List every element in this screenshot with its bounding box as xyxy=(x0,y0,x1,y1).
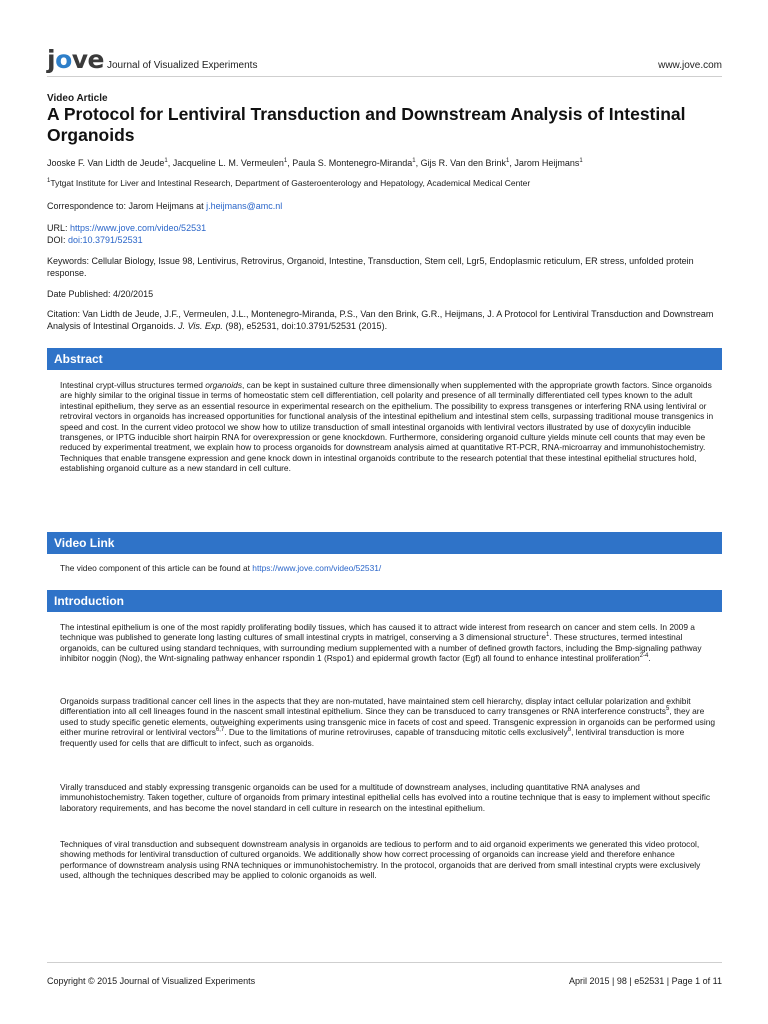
video-link-heading-text: Video Link xyxy=(54,536,115,550)
affiliation-number: 1 xyxy=(47,178,51,185)
intro-1-text-a: The intestinal epithelium is one of the most rapidly proliferating bodily tissues, which has caused it to attract wide interest from research on cancer and stem cells. In 2009 a technique was published to generate long lasting cultures of small intestinal crypts in matrigel, conserving a 3 dimensional structure xyxy=(60,622,695,643)
citation-details: (98), e52531, doi:10.3791/52531 (2015). xyxy=(222,320,388,331)
video-url-link[interactable]: https://www.jove.com/video/52531/ xyxy=(252,563,382,573)
article-url-link[interactable]: https://www.jove.com/video/52531 xyxy=(70,223,207,233)
date-published: Date Published: 4/20/2015 xyxy=(47,289,154,299)
video-link-text xyxy=(60,563,722,573)
intro-paragraph-1 xyxy=(60,622,722,664)
website-link[interactable]: www.jove.com xyxy=(658,60,722,71)
reference-mark: 5 xyxy=(665,706,670,713)
keywords: Keywords: Cellular Biology, Issue 98, Lentivirus, Retrovirus, Organoid, Intestine, Transduction, Stem cell, Lgr5, Endoplasmic reticulum, ER stress, unfolded protein response. xyxy=(47,256,694,278)
correspondence xyxy=(47,201,282,211)
abstract-text xyxy=(60,380,722,474)
introduction-heading xyxy=(47,590,722,612)
correspondence-label: Correspondence to: Jarom Heijmans at xyxy=(47,201,207,211)
correspondence-email-link[interactable]: j.heijmans@amc.nl xyxy=(206,201,283,211)
logo-ve: ve xyxy=(71,45,105,74)
page-info: April 2015 | 98 | e52531 | Page 1 of 11 xyxy=(569,976,722,986)
reference-mark: 2-4 xyxy=(639,653,649,660)
author-name: Jacqueline L. M. Vermeulen xyxy=(172,158,284,168)
abstract-text-start: Intestinal crypt-villus structures termed xyxy=(60,380,206,390)
page-header xyxy=(47,45,722,77)
abstract-heading xyxy=(47,348,722,370)
intro-1-text-b: . These structures, termed intestinal organoids, can be cultured using standard techniques, with surrounding medium supplemented with a number of defined growth factors, including the Bmp-signaling pathway inhibitor noggin (Nog), the Wnt-signaling pathway enhancer rspondin 1 (Rspo1) and epidermal growth factor (Egf) all found to enhance intestinal proliferation xyxy=(60,632,702,664)
author-affiliation-mark: 1 xyxy=(579,158,583,164)
abstract-text-rest: , can be kept in sustained culture three dimensionally when supplemented with the appropriate growth factors. Since organoids are highly similar to the original tissue in terms of homeostatic stem cell differentiation, cell polarity and presence of all terminally differentiated cell types known to the adult intestinal epithelium, they serve as an essential resource in experimental research on the epithelium. The possibility to express transgenes or interfering RNA using lentiviral or retroviral vectors in organoids has increased opportunities for functional analysis of the intestinal epithelium and intestinal stem cells, surpassing traditional mouse transgenics in speed and cost. In the current video protocol we show how to utilize transduction of small intestinal organoids with lentiviral vectors illustrated by use of doxycylin inducible transgenes, or IPTG inducible short hairpin RNA for overexpression or gene knockdown. Furthermore, considering organoid culture yields minute cell counts that may even be reduced by experimental treatment, we explain how to process organoids for downstream analysis aimed at quantitative RT-PCR, RNA-microarray and immunohistochemistry. Techniques that enable transgene expression and gene knock down in intestinal organoids contribute to the research potential that these intestinal epithelial structures hold, establishing organoid culture as a new standard in cell culture. xyxy=(60,380,714,474)
author-name: Paula S. Montenegro-Miranda xyxy=(292,158,413,168)
abstract-emphasis: organoids xyxy=(205,380,243,390)
author-name: Jooske F. Van Lidth de Jeude xyxy=(47,158,165,168)
abstract-heading-text: Abstract xyxy=(54,352,103,366)
citation-text: Citation: Van Lidth de Jeude, J.F., Vermeulen, J.L., Montenegro-Miranda, P.S., Van den Brink, G.R., Heijmans, J. A Protocol for Lentiviral Transduction and Downstream Analysis of Intestinal Organoids. xyxy=(47,309,714,331)
page-footer xyxy=(47,962,722,986)
logo-o: o xyxy=(55,45,72,74)
intro-paragraph-2 xyxy=(60,696,722,748)
journal-name: Journal of Visualized Experiments xyxy=(107,60,258,71)
doi-link[interactable]: doi:10.3791/52531 xyxy=(68,235,143,245)
intro-2-text-a: Organoids surpass traditional cancer cell lines in the aspects that they are non-mutated, have maintained stem cell hierarchy, display intact cellular polarization and exhibit differentiation into all cell lineages found in the nascent small intestinal epithelium. Since they can be transduced to carry transgenes or RNA interference constructs xyxy=(60,696,691,717)
intro-paragraph-3: Virally transduced and stably expressing transgenic organoids can be used for a multitude of downstream analyses, including quantitative RNA analyses and immunohistochemistry. Taken together, culture of organoids from primary intestinal epithelial cells has evolved into a routine technique that is easy to implement without specific laboratory requirements, and has become the novel standard in cell culture in research on the intestinal epithelium. xyxy=(60,782,711,813)
article-doi xyxy=(47,235,143,245)
article-type: Video Article xyxy=(47,93,108,104)
intro-1-text-c: . xyxy=(648,653,651,664)
intro-2-text-d: , lentiviral transduction is more frequently used for cells that are difficult to infect, such as organoids. xyxy=(60,727,685,748)
url-label: URL: xyxy=(47,223,71,233)
author-affiliation-mark: 1 xyxy=(164,158,168,164)
video-link-heading xyxy=(47,532,722,554)
doi-label: DOI: xyxy=(47,235,69,245)
video-link-label: The video component of this article can be found at xyxy=(60,563,253,573)
logo-j: j xyxy=(47,45,56,74)
reference-mark: 1 xyxy=(546,632,550,639)
introduction-heading-text: Introduction xyxy=(54,594,124,608)
author-affiliation-mark: 1 xyxy=(283,158,288,164)
article-title: A Protocol for Lentiviral Transduction and Downstream Analysis of Intestinal Organoids xyxy=(47,104,686,145)
citation xyxy=(47,309,722,332)
copyright-notice: Copyright © 2015 Journal of Visualized Experiments xyxy=(47,976,256,986)
author-affiliation-mark: 1 xyxy=(412,158,416,164)
jove-logo xyxy=(47,45,105,74)
author-name: Gijs R. Van den Brink xyxy=(420,158,507,168)
citation-journal: J. Vis. Exp. xyxy=(178,320,223,331)
intro-2-text-b: , they are used to study specific genetic elements, outweighing experiments using transgenic mice in facets of cost and speed. Transgenic expression in organoids can be performed using either murine retroviral or lentiviral vectors xyxy=(60,706,716,738)
intro-2-text-c: . Due to the limitations of murine retroviruses, capable of transducing mitotic cells exclusively xyxy=(224,727,568,738)
author-list: Jooske F. Van Lidth de Jeude$^1$, Jacqueline L. M. Vermeulen$^1$, Paula S. Montenegro-Miranda$^1$, Gijs R. Van den Brink$^1$, Jarom Heijmans$^1$ xyxy=(47,158,583,168)
intro-paragraph-4: Techniques of viral transduction and subsequent downstream analysis in organoids are tedious to perform and to aid organoid experiments we generated this video protocol, showing methods for lentiviral transduction of cultured organoids. We additionally show how correct processing of organoids can increase yield and therefore enhance performance of downstream analysis using RNA techniques or immunohistochemistry. In the protocol, organoids that are derived from small intestinal crypts were exclusively used, although the techniques described may be applied to colonic organoids as well. xyxy=(60,839,701,881)
author-name: Jarom Heijmans xyxy=(514,158,580,168)
article-url xyxy=(47,223,206,233)
reference-mark: 8 xyxy=(567,727,572,734)
affiliation-text: Tytgat Institute for Liver and Intestinal Research, Department of Gasteroenterology and Hepatology, Academical Medical Center xyxy=(50,178,531,188)
author-affiliation-mark: 1 xyxy=(506,158,510,164)
reference-mark: 6,7 xyxy=(215,727,225,734)
affiliation xyxy=(47,178,530,188)
